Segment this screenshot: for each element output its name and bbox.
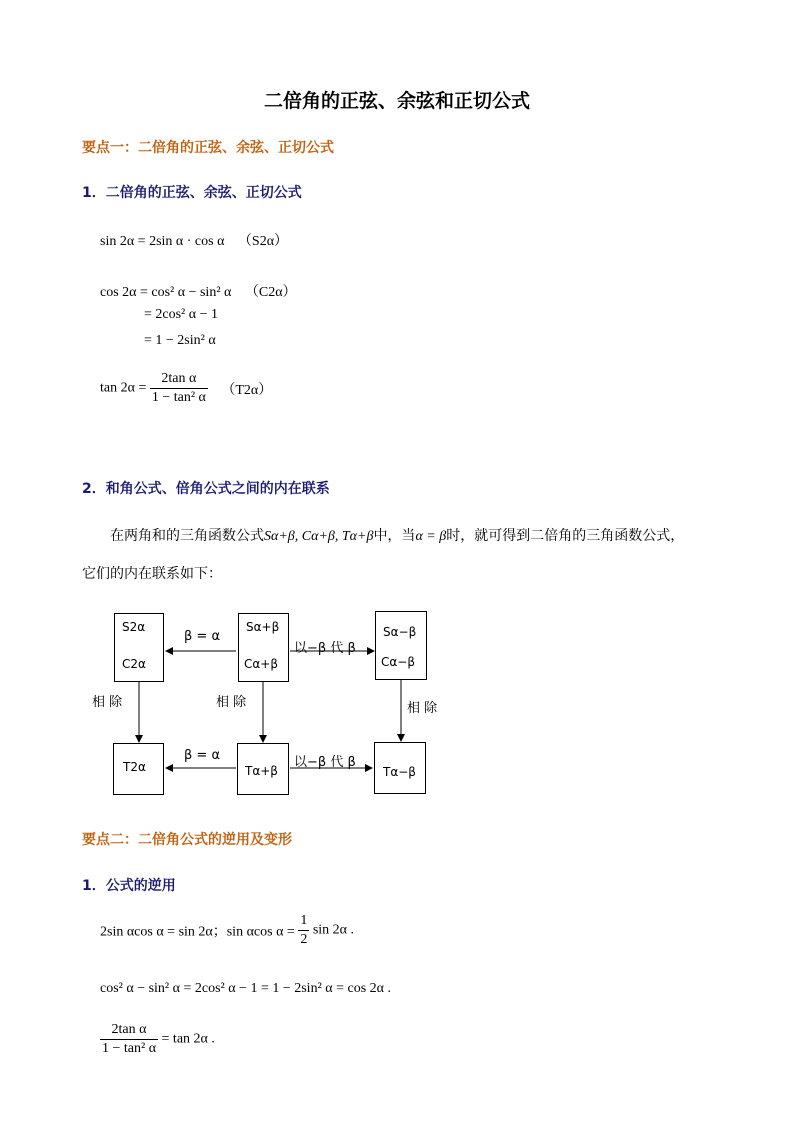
tan-double-denominator: 1 − tan² α: [151, 390, 206, 405]
tan-inverse-rhs: = tan 2α .: [161, 1031, 215, 1047]
box-samb-camb: [375, 611, 427, 680]
tan-double-lhs: tan 2α =: [100, 380, 147, 396]
box-t2a-label: T2α: [123, 760, 146, 774]
box-c2a-label: C2α: [122, 657, 146, 671]
inverse-formula-3: [100, 1022, 215, 1057]
para-part1: 在两角和的三角函数公式: [110, 528, 264, 544]
cos-double-tag: （C2α）: [244, 285, 297, 300]
para-condition: α = β: [415, 529, 447, 544]
box-s2a-label: S2α: [122, 620, 146, 634]
box-cab-label: Cα+β: [244, 657, 279, 671]
cos-double-lhs: cos 2α = cos² α − sin² α: [100, 285, 232, 300]
relation-paragraph-line2: 它们的内在联系如下：: [82, 566, 222, 582]
inverse-formula-2: cos² α − sin² α = 2cos² α − 1 = 1 − 2sin² α = cos 2α .: [100, 981, 391, 996]
tan-inverse-numerator: 2tan α: [100, 1022, 158, 1040]
divide-label-left: 相 除: [92, 695, 123, 710]
arrow-label-bottom-replace: 以−β 代 β: [294, 755, 356, 770]
box-tamb-label: Tα−β: [383, 765, 416, 779]
arrow-label-bottom-beta: β = α: [184, 748, 221, 763]
section1-sub2: 2．和角公式、倍角公式之间的内在联系: [82, 481, 330, 497]
half-fraction: [298, 913, 309, 948]
tan-double-tag: （T2α）: [221, 382, 273, 398]
inverse-formula-1-part-a: 2sin αcos α = sin 2α；sin αcos α =: [100, 924, 295, 940]
box-tab-label: Tα+β: [245, 764, 278, 778]
box-camb-label: Cα−β: [381, 655, 416, 669]
section2-heading: 要点二：二倍角公式的逆用及变形: [82, 832, 292, 848]
section1-sub1: 1．二倍角的正弦、余弦、正切公式: [82, 185, 302, 201]
cos-double-formula-line3: = 1 − 2sin² α: [144, 333, 216, 348]
sin-double-tag: （S2α）: [237, 234, 289, 249]
page-title: 二倍角的正弦、余弦和正切公式: [263, 90, 530, 112]
sin-double-lhs: sin 2α = 2sin α · cos α: [100, 234, 225, 249]
cos-double-formula-line2: = 2cos² α − 1: [144, 307, 218, 322]
box-sab-label: Sα+β: [246, 620, 280, 634]
arrow-label-top-replace: 以−β 代 β: [294, 641, 356, 656]
half-numerator: 1: [298, 913, 309, 931]
box-samb-label: Sα−β: [383, 625, 417, 639]
para-part3: 时，就可得到二倍角的三角函数公式，: [446, 528, 685, 544]
tan-double-numerator: 2tan α: [150, 371, 208, 389]
inverse-formula-1-part-b: sin 2α .: [312, 922, 354, 938]
section1-heading: 要点一：二倍角的正弦、余弦、正切公式: [82, 140, 334, 156]
para-part2: 中，当: [373, 528, 416, 544]
tan-inverse-fraction: [100, 1022, 158, 1057]
arrow-label-top-beta: β = α: [184, 629, 221, 644]
divide-label-right: 相 除: [407, 701, 438, 716]
divide-label-middle: 相 除: [216, 695, 247, 710]
tan-inverse-denominator: 1 − tan² α: [102, 1041, 157, 1056]
half-denominator: 2: [300, 932, 308, 947]
section2-sub1: 1．公式的逆用: [82, 878, 176, 894]
para-formulas: Sα+β, Cα+β, Tα+β: [264, 529, 374, 544]
inverse-formula-1: [100, 913, 354, 948]
